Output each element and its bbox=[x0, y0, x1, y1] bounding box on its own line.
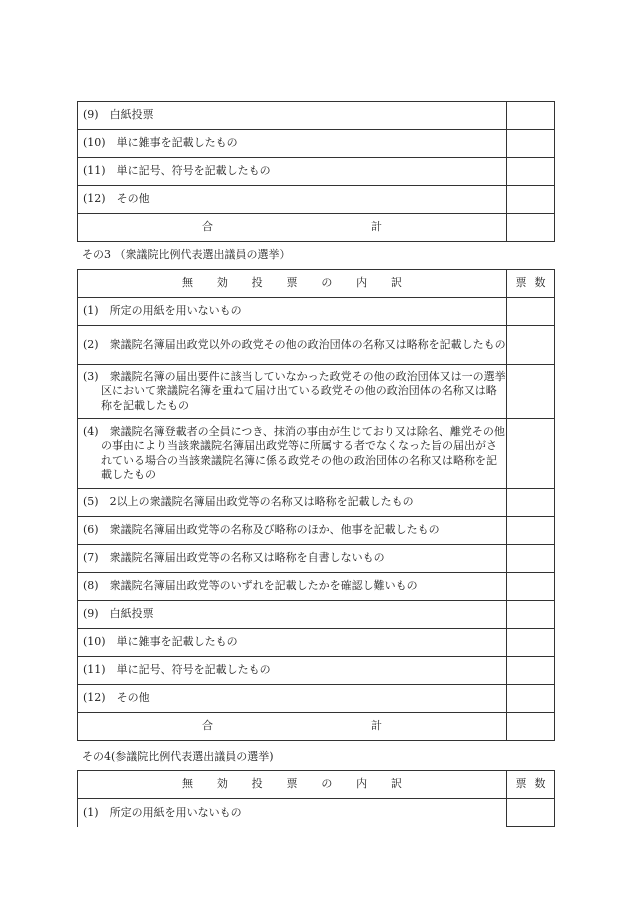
count-cell bbox=[507, 685, 555, 713]
total-count-cell bbox=[507, 713, 555, 741]
row-label: (9) 白紙投票 bbox=[78, 102, 507, 130]
table-row bbox=[78, 102, 555, 130]
row-label: (11) 単に記号、符号を記載したもの bbox=[78, 158, 507, 186]
count-cell bbox=[507, 573, 555, 601]
table-row bbox=[78, 298, 555, 326]
table-row bbox=[78, 489, 555, 517]
row-label: (1) 所定の用紙を用いないもの bbox=[78, 298, 507, 326]
count-cell bbox=[507, 158, 555, 186]
table-row bbox=[78, 326, 555, 365]
row-label: (9) 白紙投票 bbox=[78, 601, 507, 629]
row-label: (11) 単に記号、符号を記載したもの bbox=[78, 657, 507, 685]
table-row bbox=[78, 186, 555, 214]
row-label: (4) 衆議院名簿登載者の全員につき、抹消の事由が生じており又は除名、離党その他の事由により当該衆議院名簿届出政党等に所属する者でなくなった旨の届出がされている場合の当該衆議院名簿に係る政党その他の政治団体の名称又は略称を記載したもの bbox=[78, 419, 507, 489]
table-row bbox=[78, 517, 555, 545]
section-title: その4(参議院比例代表選出議員の選挙) bbox=[82, 750, 274, 763]
row-label: (12) その他 bbox=[78, 186, 507, 214]
count-cell bbox=[507, 102, 555, 130]
table-continued bbox=[77, 101, 555, 242]
section-title: その3 （衆議院比例代表選出議員の選挙） bbox=[82, 248, 291, 261]
table-row bbox=[78, 158, 555, 186]
invalid-votes-table-house-of-councillors bbox=[77, 770, 555, 827]
invalid-votes-table-house-of-representatives bbox=[77, 269, 555, 741]
total-label: 合 計 bbox=[78, 214, 507, 242]
count-cell bbox=[507, 419, 555, 489]
table-row bbox=[78, 573, 555, 601]
row-label: (7) 衆議院名簿届出政党等の名称又は略称を自書しないもの bbox=[78, 545, 507, 573]
header-count: 票 数 bbox=[507, 270, 555, 298]
table-row bbox=[78, 799, 555, 827]
count-cell bbox=[507, 489, 555, 517]
table-row bbox=[78, 419, 555, 489]
table-row bbox=[78, 629, 555, 657]
table-row bbox=[78, 365, 555, 419]
count-cell bbox=[507, 657, 555, 685]
table-row bbox=[78, 685, 555, 713]
row-label: (6) 衆議院名簿届出政党等の名称及び略称のほか、他事を記載したもの bbox=[78, 517, 507, 545]
header-row bbox=[78, 270, 555, 298]
count-cell bbox=[507, 365, 555, 419]
header-count: 票 数 bbox=[507, 771, 555, 799]
table-row bbox=[78, 601, 555, 629]
total-label: 合 計 bbox=[78, 713, 507, 741]
row-label: (10) 単に雑事を記載したもの bbox=[78, 130, 507, 158]
count-cell bbox=[507, 517, 555, 545]
row-label: (12) その他 bbox=[78, 685, 507, 713]
row-label: (8) 衆議院名簿届出政党等のいずれを記載したかを確認し難いもの bbox=[78, 573, 507, 601]
count-cell bbox=[507, 799, 555, 827]
count-cell bbox=[507, 298, 555, 326]
row-label: (2) 衆議院名簿届出政党以外の政党その他の政治団体の名称又は略称を記載したもの bbox=[78, 326, 507, 365]
count-cell bbox=[507, 186, 555, 214]
row-label: (1) 所定の用紙を用いないもの bbox=[78, 799, 507, 827]
count-cell bbox=[507, 326, 555, 365]
table-row bbox=[78, 657, 555, 685]
row-label: (10) 単に雑事を記載したもの bbox=[78, 629, 507, 657]
table-row bbox=[78, 545, 555, 573]
total-row bbox=[78, 214, 555, 242]
row-label: (5) 2以上の衆議院名簿届出政党等の名称又は略称を記載したもの bbox=[78, 489, 507, 517]
header-row bbox=[78, 771, 555, 799]
header-breakdown: 無 効 投 票 の 内 訳 bbox=[78, 270, 507, 298]
total-count-cell bbox=[507, 214, 555, 242]
total-row bbox=[78, 713, 555, 741]
count-cell bbox=[507, 545, 555, 573]
count-cell bbox=[507, 130, 555, 158]
count-cell bbox=[507, 629, 555, 657]
header-breakdown: 無 効 投 票 の 内 訳 bbox=[78, 771, 507, 799]
count-cell bbox=[507, 601, 555, 629]
table-row bbox=[78, 130, 555, 158]
row-label: (3) 衆議院名簿の届出要件に該当していなかった政党その他の政治団体又は一の選挙区において衆議院名簿を重ねて届け出ている政党その他の政治団体の名称又は略称を記載したもの bbox=[78, 365, 507, 419]
